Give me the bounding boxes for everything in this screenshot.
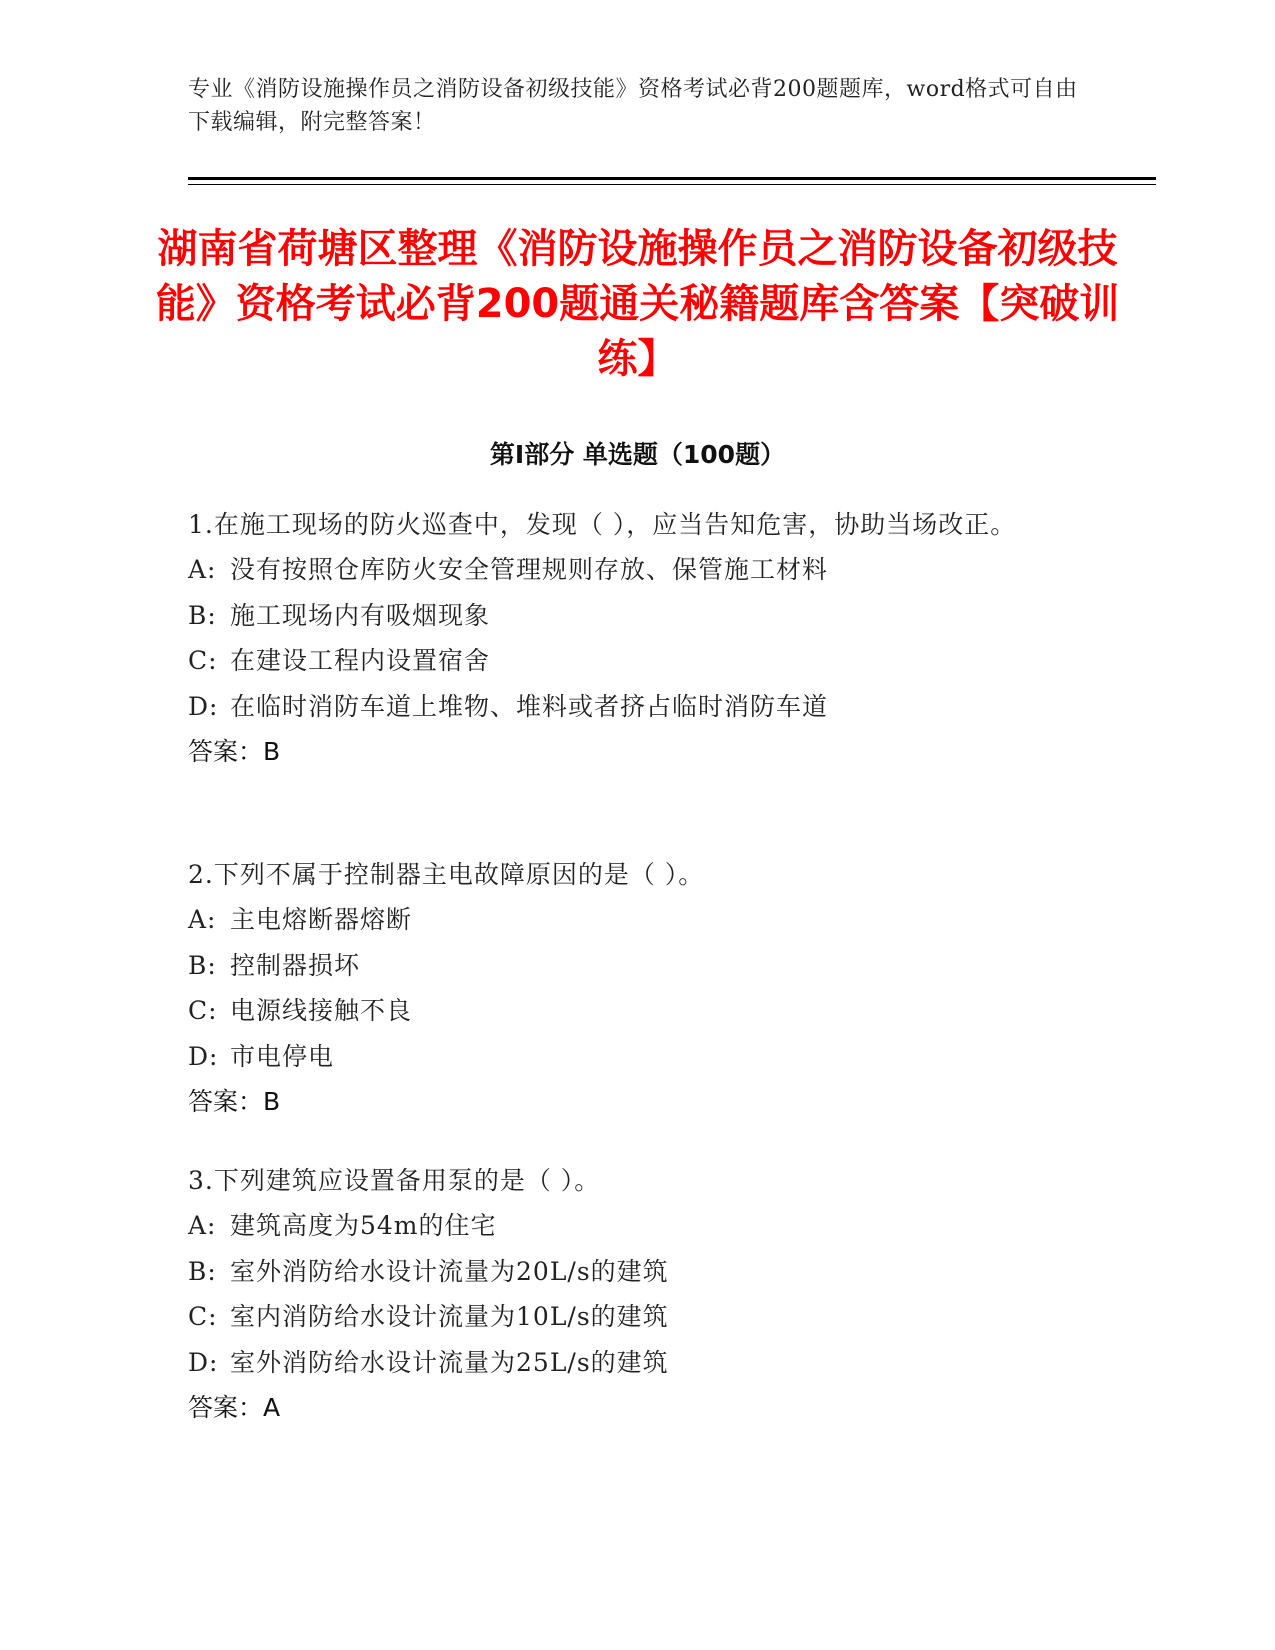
option-text: 在建设工程内设置宿舍: [230, 646, 491, 675]
question-3: [188, 1158, 1068, 1431]
option-b: [188, 943, 1068, 989]
option-letter: B:: [188, 600, 217, 630]
answer-text: 答案：B: [188, 737, 281, 766]
header-divider-thick: [188, 177, 1156, 180]
option-text: 电源线接触不良: [230, 996, 413, 1025]
option-letter: B:: [188, 950, 217, 980]
question-1: [188, 502, 1068, 775]
option-text: 室内消防给水设计流量为10L/s的建筑: [230, 1302, 669, 1331]
section-heading: 第Ⅰ部分 单选题（100题）: [489, 440, 786, 469]
option-a: [188, 897, 1068, 943]
option-c: [188, 1294, 1068, 1340]
option-text: 没有按照仓库防火安全管理规则存放、保管施工材料: [230, 555, 829, 584]
header-note: 专业《消防设施操作员之消防设备初级技能》资格考试必背200题题库，word格式可自由下载编辑，附完整答案！: [188, 77, 1078, 135]
option-letter: A:: [188, 555, 217, 584]
option-letter: B:: [188, 1256, 217, 1286]
option-c: [188, 988, 1068, 1034]
answer-text: 答案：B: [188, 1087, 281, 1116]
option-text: 主电熔断器熔断: [230, 905, 413, 934]
option-letter: A:: [188, 905, 217, 934]
option-c: [188, 638, 1068, 684]
option-letter: C:: [188, 1302, 218, 1331]
question-stem: 2.下列不属于控制器主电故障原因的是（ ）。: [188, 860, 705, 889]
answer-text: 答案：A: [188, 1393, 281, 1422]
document-title: 湖南省荷塘区整理《消防设施操作员之消防设备初级技能》资格考试必背200题通关秘籍题库含答案【突破训练】: [155, 226, 1120, 382]
option-letter: C:: [188, 646, 218, 675]
option-a: [188, 547, 1068, 593]
option-letter: D:: [188, 1347, 219, 1377]
option-text: 市电停电: [230, 1041, 335, 1071]
option-text: 施工现场内有吸烟现象: [230, 600, 491, 630]
option-b: [188, 593, 1068, 639]
option-text: 室外消防给水设计流量为20L/s的建筑: [230, 1256, 669, 1286]
option-d: [188, 1034, 1068, 1080]
option-d: [188, 684, 1068, 730]
option-b: [188, 1249, 1068, 1295]
header-divider-thin: [188, 184, 1156, 185]
option-text: 在临时消防车道上堆物、堆料或者挤占临时消防车道: [230, 691, 829, 721]
option-letter: C:: [188, 996, 218, 1025]
option-text: 控制器损坏: [230, 950, 361, 980]
option-text: 建筑高度为54m的住宅: [230, 1211, 497, 1240]
option-letter: D:: [188, 691, 219, 721]
option-letter: D:: [188, 1041, 219, 1071]
option-letter: A:: [188, 1211, 217, 1240]
question-stem: 3.下列建筑应设置备用泵的是（ ）。: [188, 1166, 601, 1195]
option-d: [188, 1340, 1068, 1386]
question-2: [188, 852, 1068, 1125]
option-a: [188, 1203, 1068, 1249]
question-stem: 1.在施工现场的防火巡查中，发现（ ），应当告知危害，协助当场改正。: [188, 510, 1017, 539]
option-text: 室外消防给水设计流量为25L/s的建筑: [230, 1347, 669, 1377]
